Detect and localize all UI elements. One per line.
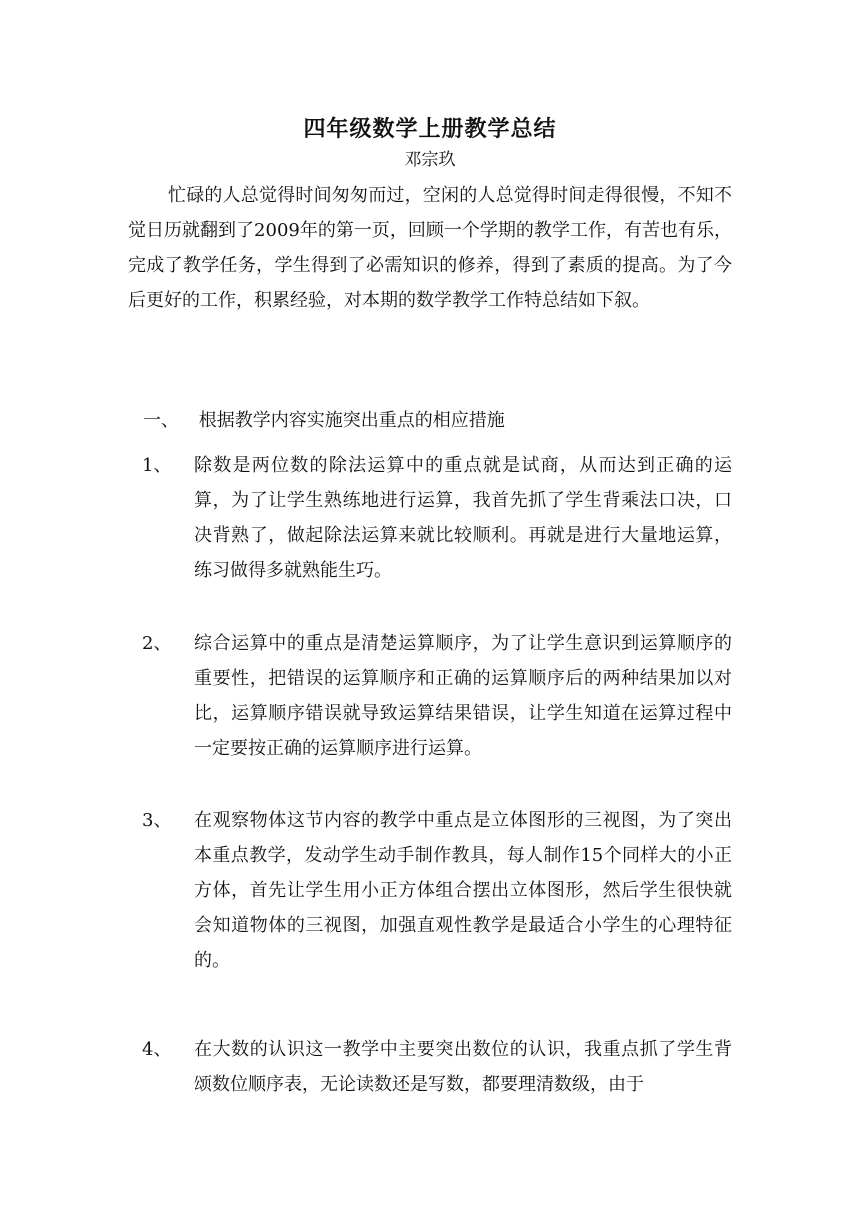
intro-paragraph: 忙碌的人总觉得时间匆匆而过，空闲的人总觉得时间走得很慢，不知不觉日历就翻到了2009年的第一页，回顾一个学期的教学工作，有苦也有乐，完成了教学任务，学生得到了必需知识的修养，得到了素质的提高。为了今后更好的工作，积累经验，对本期的数学教学工作特总结如下叙。 [128, 185, 732, 311]
list-item [128, 1032, 732, 1102]
list-item-number: 3、 [142, 810, 172, 831]
list-item-text: 综合运算中的重点是清楚运算顺序，为了让学生意识到运算顺序的重要性，把错误的运算顺序和正确的运算顺序后的两种结果加以对比，运算顺序错误就导致运算结果错误，让学生知道在运算过程中一定要按正确的运算顺序进行运算。 [194, 633, 732, 759]
list-item-text: 在大数的认识这一教学中主要突出数位的认识，我重点抓了学生背颂数位顺序表，无论读数还是写数，都要理清数级，由于 [194, 1039, 732, 1095]
list-item-text: 除数是两位数的除法运算中的重点就是试商，从而达到正确的运算，为了让学生熟练地进行运算，我首先抓了学生背乘法口决，口决背熟了，做起除法运算来就比较顺利。再就是进行大量地运算，练习做得多就熟能生巧。 [194, 455, 732, 581]
section-heading [143, 403, 743, 438]
document-title: 四年级数学上册教学总结 [303, 116, 557, 142]
list-item-text: 在观察物体这节内容的教学中重点是立体图形的三视图，为了突出本重点教学，发动学生动手制作教具，每人制作15个同样大的小正方体，首先让学生用小正方体组合摆出立体图形，然后学生很快就会知道物体的三视图，加强直观性教学是最适合小学生的心理特征的。 [194, 810, 732, 971]
list-item-number: 4、 [142, 1039, 172, 1060]
list-item-number: 2、 [142, 633, 172, 654]
list-item [128, 803, 732, 978]
section-title: 根据教学内容实施突出重点的相应措施 [198, 410, 505, 431]
list-item-number: 1、 [142, 455, 172, 476]
author-name: 邓宗玖 [404, 150, 456, 170]
section-number: 一、 [143, 410, 179, 431]
list-item [128, 448, 732, 588]
list-item [128, 626, 732, 766]
